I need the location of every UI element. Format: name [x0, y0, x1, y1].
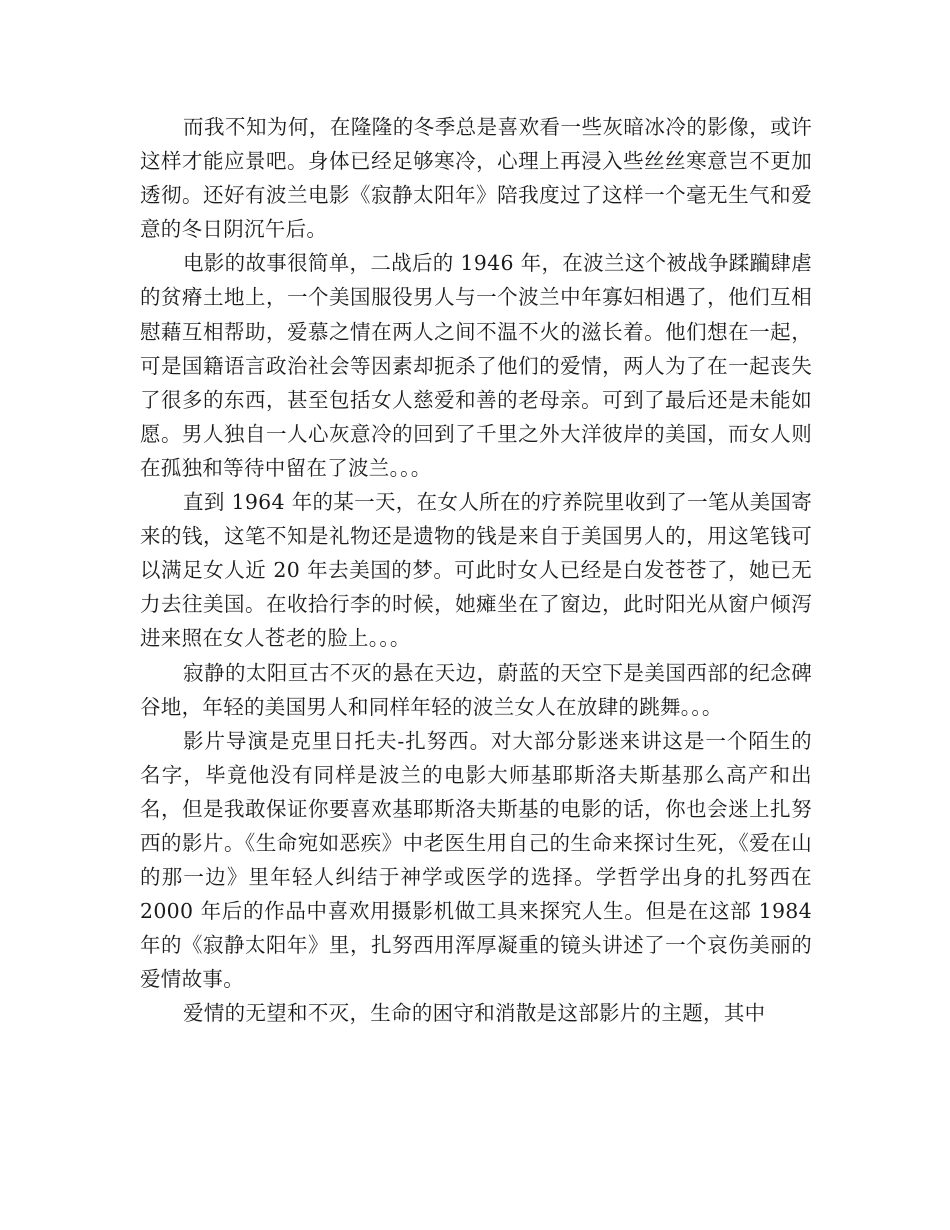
paragraph-2: 电影的故事很简单，二战后的 1946 年，在波兰这个被战争蹂躏肆虐的贫瘠土地上，一个美国服役男人与一个波兰中年寡妇相遇了，他们互相慰藉互相帮助，爱慕之情在两人之间不温不火的滋长着。他们想在一起，可是国籍语言政治社会等因素却扼杀了他们的爱情，两人为了在一起丧失了很多的东西，甚至包括女人慈爱和善的老母亲。可到了最后还是未能如愿。男人独自一人心灰意冷的回到了千里之外大洋彼岸的美国，而女人则在孤独和等待中留在了波兰。。。 [140, 251, 812, 480]
paragraph-6: 爱情的无望和不灭，生命的困守和消散是这部影片的主题，其中 [183, 1001, 766, 1026]
paragraph-4: 寂静的太阳亘古不灭的悬在天边，蔚蓝的天空下是美国西部的纪念碑谷地，年轻的美国男人和同样年轻的波兰女人在放肆的跳舞。。。 [140, 660, 812, 719]
paragraph-1: 而我不知为何，在隆隆的冬季总是喜欢看一些灰暗冰冷的影像，或许这样才能应景吧。身体已经足够寒冷，心理上再浸入些丝丝寒意岂不更加透彻。还好有波兰电影《寂静太阳年》陪我度过了这样一个毫无生气和爱意的冬日阴沉午后。 [140, 115, 812, 242]
paragraph-5: 影片导演是克里日托夫-扎努西。对大部分影迷来讲这是一个陌生的名字，毕竟他没有同样是波兰的电影大师基耶斯洛夫斯基那么高产和出名，但是我敢保证你要喜欢基耶斯洛夫斯基的电影的话，你也会迷上扎努西的影片。《生命宛如恶疾》中老医生用自己的生命来探讨生死，《爱在山的那一边》里年轻人纠结于神学或医学的选择。学哲学出身的扎努西在 2000 年后的作品中喜欢用摄影机做工具来探究人生。但是在这部 1984 年的《寂静太阳年》里，扎努西用浑厚凝重的镜头讲述了一个哀伤美丽的爱情故事。 [140, 728, 812, 992]
paragraph-3: 直到 1964 年的某一天，在女人所在的疗养院里收到了一笔从美国寄来的钱，这笔不知是礼物还是遗物的钱是来自于美国男人的，用这笔钱可以满足女人近 20 年去美国的梦。可此时女人已经是白发苍苍了，她已无力去往美国。在收拾行李的时候，她瘫坐在了窗边，此时阳光从窗户倾泻进来照在女人苍老的脸上。。。 [140, 490, 812, 651]
document-page [140, 110, 812, 1210]
